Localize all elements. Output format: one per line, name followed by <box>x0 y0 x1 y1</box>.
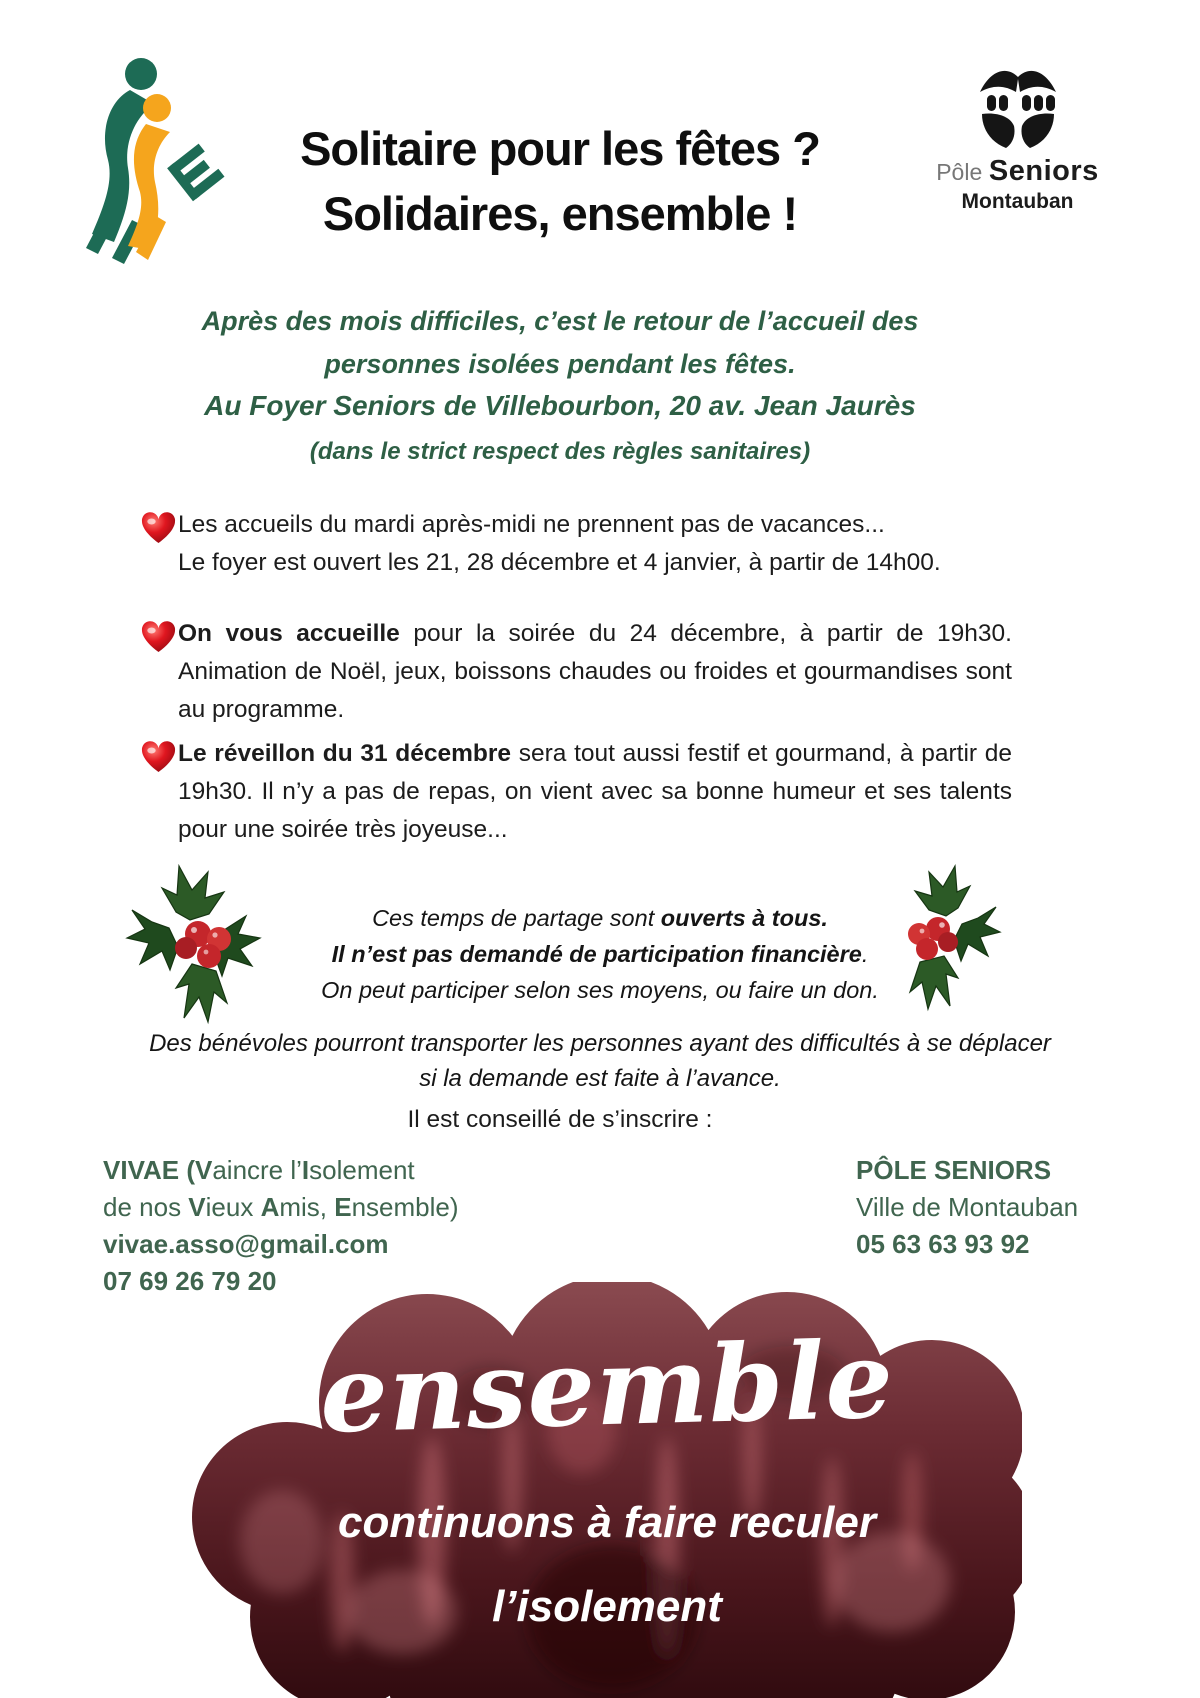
vivae-name-part: mis, <box>279 1192 335 1222</box>
page-title <box>60 116 1060 246</box>
pole-phone: 05 63 63 93 92 <box>856 1229 1030 1259</box>
title-line-1: Solitaire pour les fêtes ? <box>300 122 820 175</box>
bullet1-line1: Les accueils du mardi après-midi ne prennent pas de vacances... <box>178 511 885 538</box>
vivae-acronym-part: VIVAE (V <box>103 1155 213 1185</box>
vivae-name-part: aincre l’ <box>212 1155 302 1185</box>
vivae-name-line-2 <box>103 1189 459 1226</box>
vivae-acronym-part: I <box>301 1155 310 1185</box>
sharing-text <box>100 900 1100 1008</box>
intro-line-1: Après des mois difficiles, c’est le retour de l’accueil des <box>201 306 919 336</box>
transport-line-2: si la demande est faite à l’avance. <box>419 1065 781 1092</box>
contact-vivae <box>103 1152 459 1300</box>
montauban-word: Montauban <box>961 190 1074 213</box>
contact-pole-seniors <box>856 1152 1078 1263</box>
sharing-line-2 <box>100 936 1100 972</box>
pole-city: Ville de Montauban <box>856 1192 1079 1222</box>
vivae-phone: 07 69 26 79 20 <box>103 1266 277 1296</box>
bullet2-rest: pour la soirée du 24 décembre, à partir de 19h30. Animation de Noël, jeux, boissons chaudes ou froides et gourmandises sont au programme. <box>178 620 1012 723</box>
bullet-31-december <box>178 735 1012 849</box>
vivae-name-part: de nos <box>103 1192 189 1222</box>
vivae-email: vivae.asso@gmail.com <box>103 1229 389 1259</box>
sharing-l1-bold: ouverts à tous. <box>660 905 828 931</box>
transport-line-1: Des bénévoles pourront transporter les personnes ayant des difficultés à se déplacer <box>149 1030 1051 1057</box>
pole-word: Pôle <box>936 159 983 185</box>
venue-line: Au Foyer Seniors de Villebourbon, 20 av. Jean Jaurès <box>204 390 916 421</box>
bullet3-rest: sera tout aussi festif et gourmand, à partir de 19h30. Il n’y a pas de repas, on vient avec sa bonne humeur et ses talents pour une soirée très joyeuse... <box>178 740 1012 843</box>
bullet3-lead: Le réveillon du 31 décembre <box>178 740 512 767</box>
pole-name: PÔLE SENIORS <box>856 1155 1052 1185</box>
sharing-line-1 <box>100 900 1100 936</box>
vivae-name-part: ieux <box>205 1192 261 1222</box>
sharing-l1-regular: Ces temps de partage sont <box>372 905 661 931</box>
heart-icon <box>140 621 177 655</box>
transport-note <box>40 1026 1160 1096</box>
bullet2-lead: On vous accueille <box>178 620 400 647</box>
ensemble-cloud <box>192 1282 1022 1698</box>
heart-icon <box>140 741 177 775</box>
register-label: Il est conseillé de s’inscrire : <box>407 1106 713 1133</box>
vivae-name-part: nsemble) <box>351 1192 459 1222</box>
sharing-line-3: On peut participer selon ses moyens, ou faire un don. <box>321 977 879 1003</box>
vivae-acronym-part: E <box>334 1192 352 1222</box>
heart-icon <box>140 512 177 546</box>
intro-text <box>60 300 1060 386</box>
vivae-name-part: solement <box>309 1155 415 1185</box>
cloud-slogan-line-1: continuons à faire reculer <box>338 1498 876 1547</box>
bullet1-line2: Le foyer est ouvert les 21, 28 décembre et 4 janvier, à partir de 14h00. <box>178 549 941 576</box>
vivae-acronym-part: V <box>188 1192 206 1222</box>
intro-line-2: personnes isolées pendant les fêtes. <box>324 349 796 379</box>
bullet-24-december <box>178 615 1012 729</box>
sanitary-note: (dans le strict respect des règles sanitaires) <box>309 438 811 465</box>
sharing-l2-bold: Il n’est pas demandé de participation financière <box>331 941 862 967</box>
sharing-l2-end: . <box>861 941 869 967</box>
seniors-word: Seniors <box>988 155 1099 187</box>
bullet-tuesdays <box>178 506 1012 582</box>
vivae-name-line-1 <box>103 1152 459 1189</box>
title-line-2: Solidaires, ensemble ! <box>322 187 798 240</box>
vivae-acronym-part: A <box>260 1192 280 1222</box>
ensemble-script-word: ensemble <box>318 1316 896 1457</box>
cloud-slogan-line-2: l’isolement <box>492 1582 722 1631</box>
